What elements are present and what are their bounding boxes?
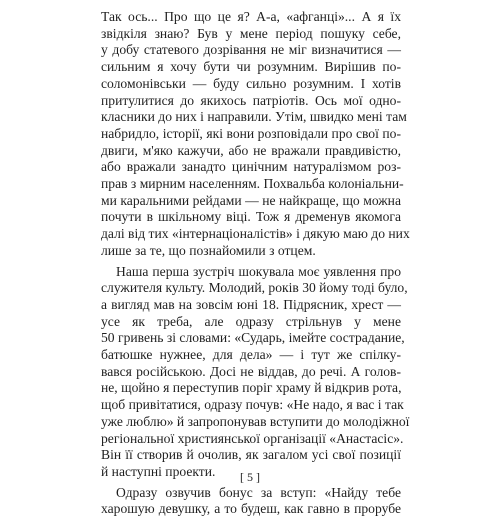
text-line: прав з мирним населенням. Похвальба колоніальни- [101,176,404,192]
text-line: регіональної християнської організації «Анастасіс». [101,430,404,446]
text-line: усе як треба, але одразу стрільнув у мене [101,313,401,329]
paragraph [101,485,401,518]
text-line: й наступні проекти. [101,463,216,479]
text-line: далі від тих «інтернаціоналістів» і дякую маю до них [101,226,410,242]
text-line: двиги, м'яко кажучи, або не вражали правдивістю, [101,142,401,158]
text-line: сильним я хочу бути чи розумним. Вирішив по- [101,59,401,75]
text-line: соломонівськи — буду сильно розумним. І хотів [101,75,401,91]
text-line: Так ось... Про що це я? А-а, «афганці»... А я їх [101,9,401,24]
text-line: Одразу озвучив бонус за вступ: «Найду тебе [116,484,401,500]
text-line: вався російською. Досі не віддав, до речі. А голов- [101,363,401,379]
page-number: [ 5 ] [240,470,260,484]
text-line: або вражали занадто цинічним натуралізмом роз- [101,159,401,175]
text-line: не, щойно я переступив поріг храму й відкрив рота, [101,380,402,396]
text-line: щоб привітатися, одразу почув: «Не надо, я вас і так [101,397,404,413]
text-line: набридло, історії, які вони розповідали про свої по- [101,125,401,141]
paragraph [101,9,410,260]
paragraph [101,263,410,481]
text-line: у добу статевого дозрівання не міг визначитися — [101,42,401,58]
text-line: класники до них і направили. Утім, швидко мені там [101,109,407,125]
text-line: уже люблю» й запропонував вступити до молодіжної [101,413,410,429]
text-line: почути в шкільному віці. Тож я дременув якомога [101,209,401,225]
text-line: батюшке нужнее, для дела» — і тут же спілку- [101,347,401,363]
text-line: а вигляд мав на зовсім юні 18. Підрясник, хрест — [101,296,401,312]
body-text [101,9,410,518]
text-line: ми каральними рейдами — не найкраще, що можна [101,192,401,208]
text-line: харошую девушку, а то будеш, как гавно в прорубе [101,501,401,517]
text-line: звідкіля знаю? Був у мене період пошуку себе, [101,25,401,41]
text-line: лише за те, що познайомили з отцем. [101,242,316,258]
text-line: Наша перша зустріч шокувала моє уявлення про [116,263,401,279]
text-line: Він її створив й очолив, як загалом усі свої позиції [101,447,401,463]
text-line: служителя культу. Молодий, років 30 йому тоді було, [101,280,408,296]
text-line: 50 гривень зі словами: «Сударь, імейте сострадание, [101,330,405,346]
text-line: притулитися до якихось патріотів. Ось мої одно- [101,92,401,108]
